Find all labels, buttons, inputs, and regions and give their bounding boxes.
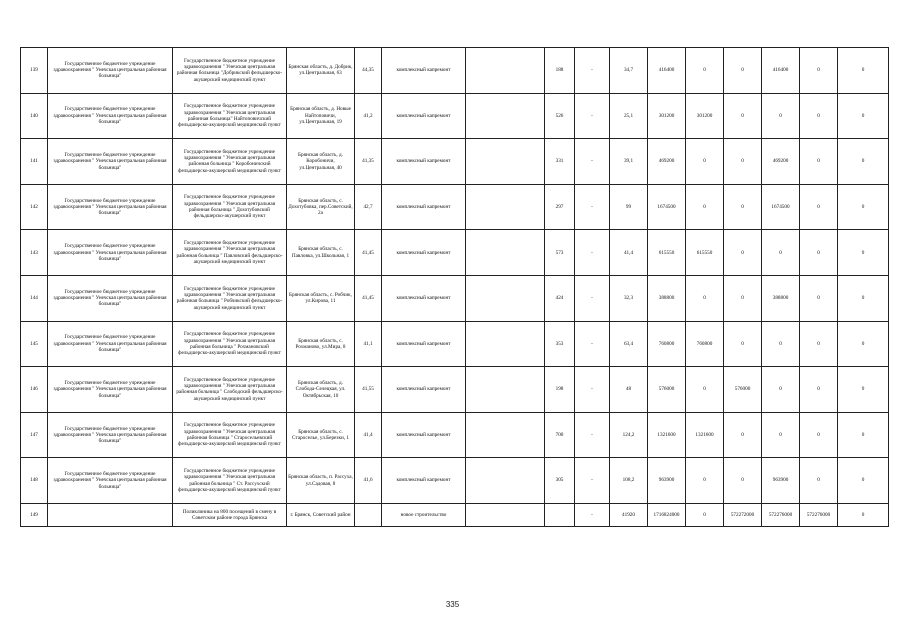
quantity-value: 305: [545, 458, 575, 504]
quantity-value: 353: [545, 321, 575, 367]
object-name: Государственное бюджетное учреждение здравоохранения " Унечская центральная районная больница " Павловский фельдшерско-акушерский медицинский пункт: [173, 230, 287, 276]
balance-holder: Государственное бюджетное учреждение здравоохранения " Унечская центральная районная больница": [48, 139, 173, 185]
cost-year-1: 760800: [686, 321, 724, 367]
cost-year-2: 0: [724, 458, 762, 504]
object-name: Государственное бюджетное учреждение здравоохранения " Унечская центральная районная больница "Добрикский фельдшерско-акушерский медицинский пункт: [173, 48, 287, 94]
balance-holder: Государственное бюджетное учреждение здравоохранения " Унечская центральная районная больница": [48, 184, 173, 230]
object-address: Брянская область, д. Слобода-Селецкая, ул. Октябрьская, 10: [287, 367, 355, 413]
work-type: комплексный капремонт: [382, 367, 466, 413]
area-value: 44,35: [355, 48, 382, 94]
cost-year-2: 0: [724, 412, 762, 458]
row-number: 141: [21, 139, 48, 185]
work-type: комплексный капремонт: [382, 139, 466, 185]
balance-holder: Государственное бюджетное учреждение здравоохранения " Унечская центральная районная больница": [48, 367, 173, 413]
row-number: 146: [21, 367, 48, 413]
balance-holder: Государственное бюджетное учреждение здравоохранения " Унечская центральная районная больница": [48, 93, 173, 139]
total-cost: 301200: [648, 93, 686, 139]
row-number: 140: [21, 93, 48, 139]
unit-cost: 41,4: [610, 230, 648, 276]
cost-year-4: 0: [800, 458, 838, 504]
cost-year-3: 0: [762, 230, 800, 276]
object-name: Государственное бюджетное учреждение здравоохранения " Унечская центральная районная больница " Коробоничский фельдшерско-акушерский медицинский пункт: [173, 139, 287, 185]
cost-year-2: 0: [724, 321, 762, 367]
dash-cell: -: [575, 184, 610, 230]
quantity-value: 188: [545, 48, 575, 94]
dash-cell: -: [575, 503, 610, 526]
cost-year-3: 388800: [762, 275, 800, 321]
quantity-value: 526: [545, 93, 575, 139]
unit-cost: 48: [610, 367, 648, 413]
total-cost: 1674500: [648, 184, 686, 230]
table-row: [21, 230, 889, 276]
table-row: [21, 367, 889, 413]
object-name: Государственное бюджетное учреждение здравоохранения " Унечская центральная районная больница " Робчикский фельдшерско-акушерский медицинский пункт: [173, 275, 287, 321]
cost-year-2: 572272000: [724, 503, 762, 526]
cost-year-2: 0: [724, 230, 762, 276]
balance-holder: Государственное бюджетное учреждение здравоохранения " Унечская центральная районная больница": [48, 321, 173, 367]
unit-cost: 34,7: [610, 48, 648, 94]
cost-year-1: 0: [686, 367, 724, 413]
empty-cell: [466, 412, 545, 458]
cost-year-5: 0: [838, 93, 889, 139]
total-cost: 1321600: [648, 412, 686, 458]
row-number: 147: [21, 412, 48, 458]
object-address: Брянская область, д. Новые Найтоповичи, ул.Центральная, 19: [287, 93, 355, 139]
object-address: Брянская область, с. Староселье, ул.Березки, 1: [287, 412, 355, 458]
object-address: г. Брянск, Советский район: [287, 503, 355, 526]
quantity-value: 331: [545, 139, 575, 185]
cost-year-5: 0: [838, 139, 889, 185]
cost-year-4: 0: [800, 230, 838, 276]
area-value: 41,45: [355, 275, 382, 321]
cost-year-3: 469200: [762, 139, 800, 185]
cost-year-4: 572276000: [800, 503, 838, 526]
cost-year-2: 0: [724, 139, 762, 185]
total-cost: 416400: [648, 48, 686, 94]
table-row: [21, 93, 889, 139]
cost-year-3: 963900: [762, 458, 800, 504]
dash-cell: -: [575, 139, 610, 185]
quantity-value: [545, 503, 575, 526]
dash-cell: -: [575, 321, 610, 367]
cost-year-3: 0: [762, 367, 800, 413]
cost-year-2: 0: [724, 275, 762, 321]
table-row: [21, 275, 889, 321]
cost-year-1: 0: [686, 275, 724, 321]
balance-holder: [48, 503, 173, 526]
cost-year-4: 0: [800, 275, 838, 321]
object-name: Государственное бюджетное учреждение здравоохранения " Унечская центральная районная больница " Слободский фельдшерско-акушерский медицинский пункт: [173, 367, 287, 413]
area-value: 41,4: [355, 412, 382, 458]
unit-cost: 39,1: [610, 139, 648, 185]
document-sheet: [20, 47, 888, 527]
cost-year-1: 0: [686, 184, 724, 230]
total-cost: 963900: [648, 458, 686, 504]
unit-cost: 25,1: [610, 93, 648, 139]
cost-year-1: 1321600: [686, 412, 724, 458]
quantity-value: 297: [545, 184, 575, 230]
unit-cost: 99: [610, 184, 648, 230]
empty-cell: [466, 503, 545, 526]
dash-cell: -: [575, 412, 610, 458]
object-name: Государственное бюджетное учреждение здравоохранения " Унечская центральная районная больница " Дохотубовский фельдшерско-акушерский пункт: [173, 184, 287, 230]
work-type: комплексный капремонт: [382, 458, 466, 504]
unit-cost: 124,2: [610, 412, 648, 458]
balance-holder: Государственное бюджетное учреждение здравоохранения " Унечская центральная районная больница": [48, 458, 173, 504]
cost-year-5: 0: [838, 230, 889, 276]
row-number: 148: [21, 458, 48, 504]
area-value: 41,35: [355, 139, 382, 185]
row-number: 142: [21, 184, 48, 230]
quantity-value: 573: [545, 230, 575, 276]
table-row: [21, 321, 889, 367]
balance-holder: Государственное бюджетное учреждение здравоохранения " Унечская центральная районная больница": [48, 412, 173, 458]
area-value: 41,55: [355, 367, 382, 413]
row-number: 149: [21, 503, 48, 526]
cost-year-1: 301200: [686, 93, 724, 139]
area-value: 41,45: [355, 230, 382, 276]
balance-holder: Государственное бюджетное учреждение здравоохранения " Унечская центральная районная больница": [48, 230, 173, 276]
cost-year-2: 576000: [724, 367, 762, 413]
empty-cell: [466, 321, 545, 367]
work-type: комплексный капремонт: [382, 412, 466, 458]
object-address: Брянская область, с. Робчик, ул.Кирова, 11: [287, 275, 355, 321]
dash-cell: -: [575, 367, 610, 413]
object-name: Поликлиника на 800 посещений в смену в Советском районе города Брянска: [173, 503, 287, 526]
page-number: 335: [445, 600, 460, 609]
object-address: Брянская область, д. Добрик, ул.Центральная, 63: [287, 48, 355, 94]
cost-year-4: 0: [800, 184, 838, 230]
table-body: [21, 48, 889, 527]
row-number: 139: [21, 48, 48, 94]
object-address: Брянская область, с. Рохманово, ул.Мира, 8: [287, 321, 355, 367]
cost-year-2: 0: [724, 184, 762, 230]
dash-cell: -: [575, 48, 610, 94]
cost-year-5: 0: [838, 48, 889, 94]
dash-cell: -: [575, 93, 610, 139]
cost-year-4: 0: [800, 139, 838, 185]
work-type: комплексный капремонт: [382, 48, 466, 94]
cost-year-4: 0: [800, 412, 838, 458]
cost-year-5: 0: [838, 184, 889, 230]
table-row: [21, 48, 889, 94]
cost-year-5: 0: [838, 412, 889, 458]
total-cost: 576000: [648, 367, 686, 413]
area-value: 41,2: [355, 93, 382, 139]
cost-year-4: 0: [800, 321, 838, 367]
cost-year-4: 0: [800, 93, 838, 139]
balance-holder: Государственное бюджетное учреждение здравоохранения " Унечская центральная районная больница": [48, 275, 173, 321]
cost-year-3: 416400: [762, 48, 800, 94]
cost-year-3: 0: [762, 321, 800, 367]
unit-cost: 32,3: [610, 275, 648, 321]
object-name: Государственное бюджетное учреждение здравоохранения " Унечская центральная районная больница " Старосельевский фельдшерско-акушерский медицинский пункт: [173, 412, 287, 458]
cost-year-1: 615550: [686, 230, 724, 276]
quantity-value: 700: [545, 412, 575, 458]
total-cost: 1716824000: [648, 503, 686, 526]
object-name: Государственное бюджетное учреждение здравоохранения " Унечская центральная районная больница " Рохмановский фельдшерско-акушерский медицинский пункт: [173, 321, 287, 367]
cost-year-2: 0: [724, 48, 762, 94]
empty-cell: [466, 458, 545, 504]
table-row: [21, 184, 889, 230]
cost-year-3: 0: [762, 93, 800, 139]
dash-cell: -: [575, 230, 610, 276]
unit-cost: 108,2: [610, 458, 648, 504]
cost-year-5: 0: [838, 503, 889, 526]
cost-year-5: 0: [838, 321, 889, 367]
cost-year-1: 0: [686, 139, 724, 185]
unit-cost: 41920: [610, 503, 648, 526]
object-address: Брянская область, с. Павловка, ул.Школьная, 1: [287, 230, 355, 276]
empty-cell: [466, 275, 545, 321]
cost-year-1: 0: [686, 458, 724, 504]
object-address: Брянская область, с. Дохотубовка, пер.Советский, 2а: [287, 184, 355, 230]
table-row: [21, 503, 889, 526]
work-type: комплексный капремонт: [382, 230, 466, 276]
empty-cell: [466, 230, 545, 276]
table-row: [21, 412, 889, 458]
cost-year-5: 0: [838, 458, 889, 504]
row-number: 143: [21, 230, 48, 276]
object-name: Государственное бюджетное учреждение здравоохранения " Унечская центральная районная больница" Найтоповичский фельдшерско-акушерский медицинский пункт: [173, 93, 287, 139]
area-value: 41,6: [355, 458, 382, 504]
cost-year-2: 0: [724, 93, 762, 139]
total-cost: 388800: [648, 275, 686, 321]
cost-year-4: 0: [800, 48, 838, 94]
row-number: 144: [21, 275, 48, 321]
empty-cell: [466, 93, 545, 139]
quantity-value: 198: [545, 367, 575, 413]
dash-cell: -: [575, 275, 610, 321]
work-type: комплексный капремонт: [382, 321, 466, 367]
object-name: Государственное бюджетное учреждение здравоохранения " Унечская центральная районная больница " Ст. Рассухский фельдшерско-акушерский медицинский пункт: [173, 458, 287, 504]
object-address: Брянская область, д. Коробоничи, ул.Центральная, 40: [287, 139, 355, 185]
area-value: [355, 503, 382, 526]
unit-cost: 63,4: [610, 321, 648, 367]
work-type: комплексный капремонт: [382, 275, 466, 321]
work-type: комплексный капремонт: [382, 93, 466, 139]
object-address: Брянская область, п. Рассуха, ул.Садовая, 8: [287, 458, 355, 504]
total-cost: 469200: [648, 139, 686, 185]
balance-holder: Государственное бюджетное учреждение здравоохранения " Унечская центральная районная больница": [48, 48, 173, 94]
area-value: 41,1: [355, 321, 382, 367]
cost-year-1: 0: [686, 48, 724, 94]
cost-year-5: 0: [838, 275, 889, 321]
quantity-value: 424: [545, 275, 575, 321]
row-number: 145: [21, 321, 48, 367]
empty-cell: [466, 367, 545, 413]
dash-cell: -: [575, 458, 610, 504]
work-type: новое строительство: [382, 503, 466, 526]
table-row: [21, 139, 889, 185]
area-value: 42,7: [355, 184, 382, 230]
empty-cell: [466, 139, 545, 185]
cost-year-1: 0: [686, 503, 724, 526]
total-cost: 760800: [648, 321, 686, 367]
cost-year-3: 572276000: [762, 503, 800, 526]
cost-year-5: 0: [838, 367, 889, 413]
table-row: [21, 458, 889, 504]
cost-year-3: 0: [762, 412, 800, 458]
capital-repair-table: [20, 47, 889, 527]
cost-year-3: 1674500: [762, 184, 800, 230]
empty-cell: [466, 48, 545, 94]
work-type: комплексный капремонт: [382, 184, 466, 230]
empty-cell: [466, 184, 545, 230]
total-cost: 615550: [648, 230, 686, 276]
cost-year-4: 0: [800, 367, 838, 413]
